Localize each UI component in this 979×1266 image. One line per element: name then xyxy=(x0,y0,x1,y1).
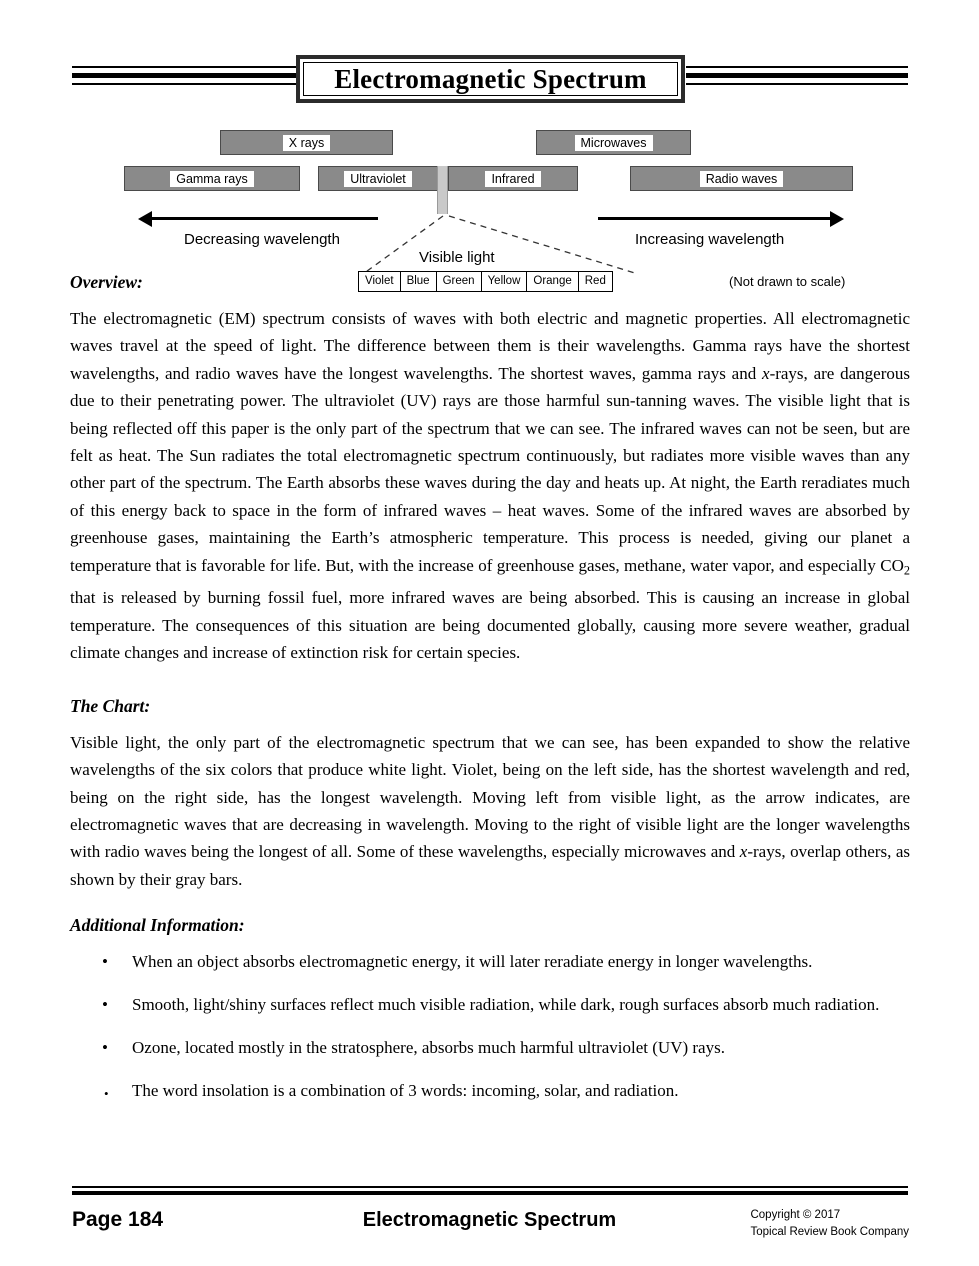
band-label: Microwaves xyxy=(575,135,653,151)
rule-line-thin-bottom xyxy=(686,83,908,85)
decreasing-wavelength-arrow xyxy=(138,211,378,227)
list-item-text: Smooth, light/shiny surfaces reflect much visible radiation, while dark, rough surfaces absorb much radiation. xyxy=(132,995,880,1015)
spectrum-band-ultraviolet xyxy=(318,166,438,191)
co2-subscript: 2 xyxy=(903,563,910,578)
overview-heading: Overview: xyxy=(70,272,143,292)
copyright-line-2: Topical Review Book Company xyxy=(750,1226,909,1238)
overview-italic-x-1: x xyxy=(762,363,770,383)
page-header xyxy=(0,0,979,120)
arrow-head-left-icon xyxy=(138,211,152,227)
chart-text-part-2: -rays, overlap others, as shown by their gray bars. xyxy=(70,842,910,889)
chart-text-part-1: Visible light, the only part of the electromagnetic spectrum that we can see, has been expanded to show the relative wavelengths of the six colors that produce white light. Violet, being on the left side, has the shortest wavelength and red, being on the right side, has the longest wavelength. Moving left from visible light, as the arrow indicates, are electromagnetic waves that are decreasing in wavelength. Moving to the right of visible light are the longer wavelengths with radio waves being the longest of all. Some of these wavelengths, especially microwaves and xyxy=(70,732,910,862)
additional-information-list xyxy=(70,948,910,1104)
list-item xyxy=(70,1034,910,1061)
color-cell-violet: Violet xyxy=(359,272,401,291)
overview-text-part-1: The electromagnetic (EM) spectrum consists of waves with both electric and magnetic properties. All electromagnetic waves travel at the speed of light. The difference between them is their wavelengths. Gamma rays have the shortest wavelengths, and radio waves have the longest wavelengths. The shortest waves, gamma rays and xyxy=(70,309,910,383)
footer-copyright xyxy=(750,1207,909,1241)
copyright-line-1: Copyright © 2017 xyxy=(750,1209,841,1221)
arrow-shaft xyxy=(598,217,831,220)
page-footer xyxy=(0,1204,979,1266)
list-item xyxy=(70,948,910,975)
bullet-icon: • xyxy=(102,952,108,972)
band-label: Gamma rays xyxy=(170,171,254,187)
list-item-text: When an object absorbs electromagnetic energy, it will later reradiate energy in longer wavelengths. xyxy=(132,952,813,972)
increasing-wavelength-label: Increasing wavelength xyxy=(635,231,785,248)
overview-text-part-3: that is released by burning fossil fuel, more infrared waves are being absorbed. This is causing an increase in global temperature. The consequences of this situation are being documented globally, causing more severe weather, gradual climate changes and increase of extinction risk for certain species. xyxy=(70,588,910,663)
rule-line-thin-top xyxy=(686,66,908,68)
bullet-icon: • xyxy=(102,1038,108,1058)
color-cell-red: Red xyxy=(584,275,606,287)
list-item-text: Ozone, located mostly in the stratosphere, absorbs much harmful ultraviolet (UV) rays. xyxy=(132,1038,725,1058)
bullet-icon: • xyxy=(104,1086,109,1102)
chart-italic-x-1: x xyxy=(739,842,748,862)
increasing-wavelength-arrow xyxy=(598,211,844,227)
header-rule-left xyxy=(72,66,300,92)
overview-text-part-2: -rays, are dangerous due to their penetrating power. The ultraviolet (UV) rays are those harmful sun-tanning waves. The visible light that is being reflected off this paper is the only part of the spectrum that we can see. The infrared waves can not be seen, but are felt as heat. The Sun radiates the total electromagnetic spectrum continuously, but radiates more visible waves than any other part of the spectrum. The Earth absorbs these waves during the day and heats up. At night, the Earth reradiates much of this energy back to space in the form of infrared waves – heat waves. Some of the infrared waves are absorbed by greenhouse gases, maintaining the Earth’s atmospheric temperature. This process is needed, giving our planet a temperature that is favorable for life. But, with the increase of greenhouse gases, methane, water vapor, and especially CO xyxy=(70,363,910,575)
footer-page-number: Page 184 xyxy=(72,1208,164,1231)
spectrum-band-infrared xyxy=(448,166,578,191)
rule-line-thick-middle xyxy=(72,73,300,78)
decreasing-wavelength-label: Decreasing wavelength xyxy=(184,231,340,248)
color-cell-yellow: Yellow xyxy=(482,272,528,291)
visible-light-strip xyxy=(437,166,448,214)
overview-paragraph xyxy=(70,305,910,667)
arrow-shaft xyxy=(151,217,378,220)
footer-title: Electromagnetic Spectrum xyxy=(362,1209,617,1231)
footer-rule xyxy=(72,1186,908,1196)
not-drawn-to-scale-note: (Not drawn to scale) xyxy=(729,274,846,289)
title-box-inner-border xyxy=(303,62,678,96)
rule-line-thin-bottom xyxy=(72,83,300,85)
list-item-text: The word insolation is a combination of 3 words: incoming, solar, and radiation. xyxy=(132,1081,679,1101)
list-item xyxy=(70,991,910,1018)
rule-line-thin-top xyxy=(72,66,300,68)
color-cell-blue: Blue xyxy=(401,272,437,291)
chart-paragraph xyxy=(70,729,910,893)
additional-information-heading: Additional Information: xyxy=(70,915,245,936)
color-cell-orange: Orange xyxy=(527,272,578,291)
document-body xyxy=(70,272,910,1120)
band-label: X rays xyxy=(283,135,330,151)
band-label: Infrared xyxy=(485,171,540,187)
band-label: Radio waves xyxy=(700,171,784,187)
color-cell-green: Green xyxy=(437,272,482,291)
spectrum-band-radio-waves xyxy=(630,166,853,191)
spectrum-band-gamma-rays xyxy=(124,166,300,191)
page-title: Electromagnetic Spectrum xyxy=(334,63,647,94)
electromagnetic-spectrum-diagram xyxy=(0,118,979,298)
chart-heading: The Chart: xyxy=(70,695,151,716)
arrow-head-right-icon xyxy=(830,211,844,227)
title-box xyxy=(296,55,685,103)
footer-rule-thin xyxy=(72,1186,908,1188)
band-label: Ultraviolet xyxy=(344,171,412,187)
list-item xyxy=(70,1077,910,1104)
spectrum-band-x-rays xyxy=(220,130,393,155)
footer-rule-thick xyxy=(72,1191,908,1195)
rule-line-thick-middle xyxy=(686,73,908,78)
spectrum-band-microwaves xyxy=(536,130,691,155)
header-rule-right xyxy=(686,66,908,92)
visible-light-label: Visible light xyxy=(419,249,495,266)
bullet-icon: • xyxy=(102,995,108,1015)
